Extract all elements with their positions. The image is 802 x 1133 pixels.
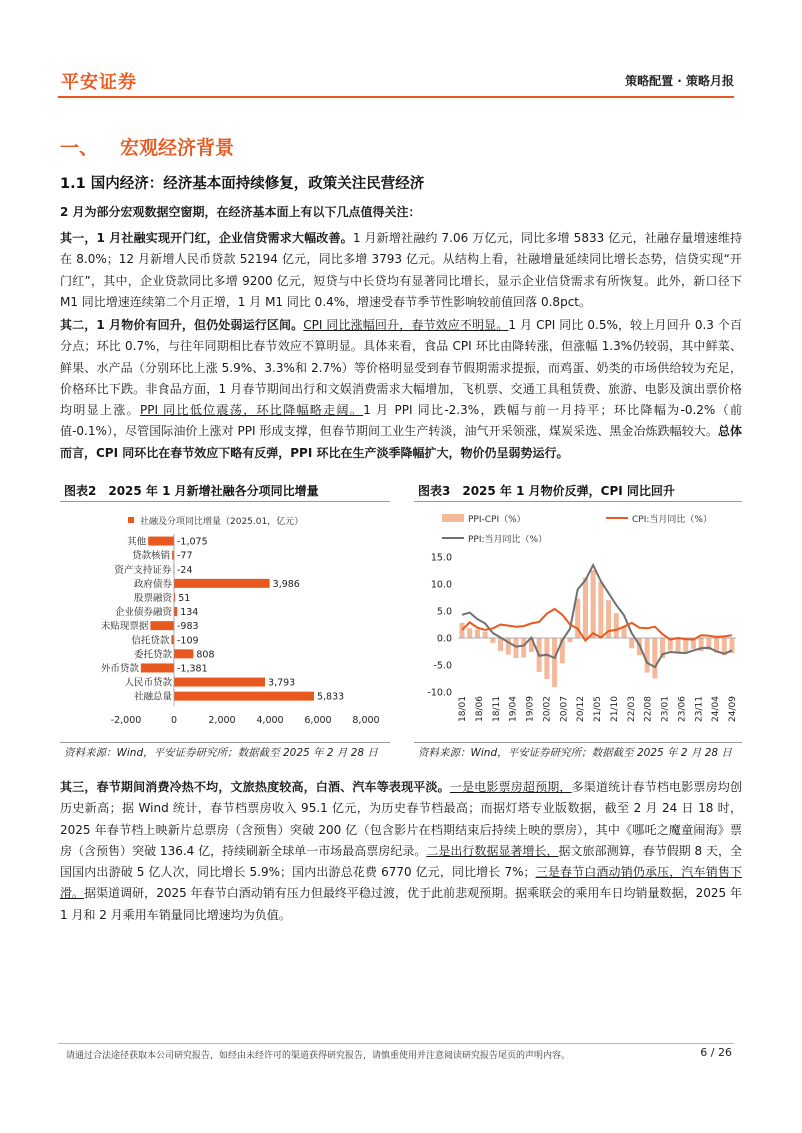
header-divider (58, 96, 734, 98)
chart3-ppi-cpi-bar (614, 613, 619, 638)
chart2-x-tick: 8,000 (352, 715, 380, 727)
chart2-category-label: 贷款核销 (132, 550, 171, 562)
p3-text-3: 据渠道调研，2025 年春节白酒动销有压力但最终平稳过渡，优于此前悲观预期。据乘联会的乘用车日均销量数据，2025 年 1 月和 2 月乘用车销量同比增速均为负值。 (60, 886, 742, 922)
chart2-category-label: 委托贷款 (133, 649, 172, 661)
chart2-x-tick: 2,000 (208, 715, 236, 727)
chart3-source: 资料来源：Wind，平安证券研究所；数据截至 2025 年 2 月 28 日 (418, 747, 732, 759)
chart3-top-rule (414, 501, 742, 502)
chart3-ppi-cpi-bar (645, 638, 650, 673)
p3-underline-1: 一是电影票房超预期， (449, 780, 572, 794)
chart2-value-label: 3,793 (268, 677, 296, 689)
chart3-ppi-cpi-bar (583, 578, 588, 638)
section-title: 宏观经济背景 (120, 137, 235, 159)
chart3-ppi-cpi-bar (490, 638, 495, 643)
chart3-ppi-cpi-bar (676, 638, 681, 653)
p2-underline-2: PPI 同比低位震荡，环比降幅略走阔。 (140, 403, 364, 418)
chart3-x-tick: 18/06 (474, 696, 485, 722)
chart3-legend-ppi-cpi: PPI-CPI（%） (468, 515, 526, 525)
chart2-category-label: 外币贷款 (100, 663, 139, 675)
chart3-x-tick: 23/01 (660, 696, 671, 722)
chart3-x-tick: 24/09 (728, 696, 738, 722)
chart3-x-tick: 20/02 (542, 696, 553, 722)
paragraph-3 (60, 777, 742, 926)
p2-text-1: 1 月 CPI 同比 0.5%，较上月回升 0.3 个百分点；环比 0.7%，与往年同期相比春节效应不算明显。具体来看，食品 CPI 环比由降转涨，但涨幅 1.3%仍较弱，其中鲜菜、鲜果、水产品（分别环比上涨 5.9%、3.3%和 2.7%）等价格明显受到春节假期需求提振，而鸡蛋、奶类的市场供给较为充足，价格环比下跌。非食品方面，1 月春节期间出行和文娱消费需求大幅增加，飞机票、交通工具租赁费、旅游、电影及演出票价格均明显上涨。 (60, 318, 742, 418)
chart2-value-label: 3,986 (272, 578, 300, 590)
chart2-x-tick: 6,000 (304, 715, 332, 727)
p2-bold-1: 其二，1 月物价有回升，但仍处弱运行区间。 (60, 318, 304, 332)
chart3-x-tick: 18/01 (458, 696, 468, 722)
p3-text-2: 据文旅部测算，春节假期 8 天，全国国内出游破 5 亿人次，同比增长 5.9%；国内出游总花费 6770 亿元，同比增长 7%； (60, 843, 742, 880)
chart3-y-tick: 0.0 (436, 633, 452, 645)
chart3-ppi-cpi-bar (467, 628, 472, 638)
chart2-value-label: -1,075 (177, 536, 208, 548)
p3-underline-3: 三是春节白酒动销仍承压，汽车销售下滑。 (60, 865, 742, 901)
chart2-x-tick: -2,000 (110, 715, 142, 727)
p3-bold: 其三，春节期间消费冷热不均，文旅热度较高，白酒、汽车等表现平淡。 (60, 780, 450, 794)
chart2-bar (174, 579, 270, 588)
chart2-x-tick: 4,000 (256, 715, 284, 727)
chart3-x-tick: 20/12 (576, 696, 587, 722)
chart2-tag: 图表2 (64, 484, 97, 498)
chart3-y-tick: -10.0 (427, 687, 452, 699)
chart3-ppi-cpi-bar (483, 632, 488, 638)
chart3-y-tick: -5.0 (433, 660, 452, 672)
p3-underline-2: 二是出行数据显著增长， (426, 843, 559, 858)
chart2-category-label: 股票融资 (133, 592, 172, 604)
p2-underline-1: CPI 同比涨幅回升，春节效应不明显。 (303, 318, 509, 332)
chart2-value-label: -24 (177, 564, 193, 576)
page-number: 6 / 26 (700, 1046, 732, 1059)
p2-bold-2: 总体而言，CPI 同环比在春节效应下略有反弹，PPI 环比在生产淡季降幅扩大，物价仍呈弱势运行。 (60, 424, 742, 460)
chart2-bar (174, 692, 314, 701)
chart2-title-text: 2025 年 1 月新增社融各分项同比增量 (108, 484, 319, 498)
chart2-bottom-rule (60, 742, 390, 743)
chart3-ppi-cpi-bar (591, 570, 596, 638)
chart3-x-tick: 20/07 (559, 696, 570, 722)
chart2-top-rule (60, 501, 390, 502)
chart3-ppi-cpi-bar (652, 638, 657, 679)
chart2-value-label: -1,381 (177, 663, 208, 675)
chart2-value-label: 808 (196, 649, 215, 661)
chart2-source: 资料来源：Wind，平安证券研究所；数据截至 2025 年 2 月 28 日 (64, 747, 378, 759)
chart2-legend-label: 社融及分项同比增量（2025.01，亿元） (140, 517, 304, 527)
chart3-bottom-rule (414, 742, 742, 743)
chart2-category-label: 信托贷款 (131, 635, 170, 647)
chart2-value-label: 5,833 (316, 691, 345, 703)
chart2-value-label: -109 (177, 635, 199, 647)
chart2-value-label: -983 (177, 621, 199, 633)
subsection-heading: 1.1 国内经济：经济基本面持续修复，政策关注民营经济 (60, 176, 425, 192)
chart3-x-tick: 19/09 (525, 696, 536, 722)
chart2-category-label: 社融总量 (133, 691, 172, 703)
chart3-legend-cpi: CPI:当月同比（%） (632, 515, 712, 525)
section-number: 一、 (60, 137, 99, 159)
chart3-x-tick: 23/11 (694, 696, 705, 722)
p1-bold: 其一，1 月社融实现开门红，企业信贷需求大幅改善。 (60, 231, 353, 245)
chart2-x-tick: 0 (170, 715, 178, 727)
chart3-ppi-line (462, 565, 732, 667)
chart3-x-tick: 19/04 (508, 696, 519, 722)
chart3-x-tick: 22/03 (626, 696, 637, 722)
chart3-legend-ppi: PPI:当月同比（%） (468, 535, 548, 545)
chart3-x-tick: 21/10 (609, 696, 620, 722)
chart3-legend-swatch-ppi-cpi (442, 514, 464, 522)
chart3-title (418, 482, 675, 499)
chart3-cpi-line (462, 609, 732, 641)
lead-sentence: 2 月为部分宏观数据空窗期，在经济基本面上有以下几点值得关注： (60, 205, 421, 219)
chart2-value-label: 51 (178, 592, 191, 604)
chart3-ppi-cpi-bar (475, 629, 480, 638)
chart3-ppi-cpi-bar (498, 638, 503, 651)
chart2-category-label: 企业债券融资 (114, 607, 172, 619)
chart3-x-tick: 21/05 (593, 696, 603, 722)
chart3-x-tick: 22/08 (643, 696, 654, 722)
chart2-category-label: 资产支持证券 (114, 564, 172, 576)
chart2-bar (174, 607, 177, 616)
chart3-x-tick: 23/06 (677, 696, 688, 722)
chart2-value-label: -77 (177, 550, 193, 562)
chart3-ppi-cpi-bar (598, 582, 603, 638)
chart3-ppi-cpi-bar (568, 638, 573, 642)
chart2-bar (141, 663, 174, 672)
chart2-bar-chart (60, 505, 390, 740)
chart3-ppi-cpi-bar (552, 638, 557, 687)
paragraph-1 (60, 228, 742, 313)
report-category: 策略配置 · 策略月报 (625, 74, 734, 88)
chart3-tag: 图表3 (418, 484, 451, 498)
chart3-y-tick: 5.0 (436, 606, 452, 618)
chart3-y-tick: 10.0 (430, 579, 452, 591)
brand-logo: 平安证券 (61, 72, 137, 93)
chart3-x-tick: 18/11 (491, 696, 502, 722)
chart3-title-text: 2025 年 1 月物价反弹，CPI 同比回升 (462, 484, 675, 498)
footer-divider (58, 1043, 734, 1044)
chart2-category-label: 其他 (127, 536, 147, 548)
chart3-ppi-cpi-bar (544, 638, 549, 679)
chart3-ppi-cpi-bar (629, 638, 634, 648)
chart2-title (64, 482, 319, 499)
p3-text-1: 多渠道统计春节档电影票房均创历史新高；据 Wind 统计，春节档票房收入 95.1 亿元，为历史春节档最高；而据灯塔专业版数据，截至 2 月 24 日 18 时，2025 年春节档上映新片总票房（含预售）突破 200 亿（包含影片在档期结束后持续上映的票房），其中《哪吒之魔童闹海》票房（含预售）突破 136.4 亿，持续刷新全球单一市场最高票房纪录。 (60, 780, 742, 858)
chart2-category-label: 未贴现票据 (100, 621, 149, 633)
footer-disclaimer: 请通过合法途径获取本公司研究报告，如经由未经许可的渠道获得研究报告，请慎重使用并注意阅读研究报告尾页的声明内容。 (66, 1051, 571, 1061)
p1-text: 1 月新增社融约 7.06 万亿元，同比多增 5833 亿元，社融存量增速维持在 8.0%；12 月新增人民币贷款 52194 亿元，同比多增 3793 亿元。从结构上看，社融增量延续同比增长态势，信贷实现“开门红”，其中，企业贷款同比多增 9200 亿元，短贷与中长贷均有显著同比增长，显示企业信贷需求有所恢复。此外，新口径下 M1 同比增速连续第二个月正增，1 月 M1 同比 0.4%，增速受春节季节性影响较前值回落 0.8pct。 (60, 231, 743, 309)
chart2-bar (148, 537, 174, 546)
chart2-category-label: 人民币贷款 (124, 677, 172, 689)
chart2-value-label: 134 (180, 607, 199, 619)
chart3-ppi-cpi-bar (514, 638, 519, 658)
chart2-bar (150, 621, 174, 630)
chart3-ppi-cpi-bar (521, 638, 526, 657)
chart2-legend-swatch (128, 517, 134, 523)
chart3-ppi-cpi-bar (460, 623, 465, 638)
chart3-y-tick: 15.0 (430, 552, 452, 564)
section-heading (60, 133, 234, 160)
paragraph-2 (60, 315, 742, 464)
chart3-line-chart (414, 505, 742, 740)
chart2-bar (174, 649, 193, 658)
p2-text-2: 1 月 PPI 同比-2.3%，跌幅与前一月持平；环比降幅为-0.2%（前值-0.1%），尽管国际油价上涨对 PPI 形成支撑，但春节期间工业生产转淡，油气开采领涨，煤炭采选、黑金冶炼跌幅较大。 (60, 403, 742, 439)
chart2-bar (174, 678, 265, 687)
chart3-x-tick: 24/04 (711, 696, 722, 722)
chart2-category-label: 政府债券 (133, 578, 172, 590)
